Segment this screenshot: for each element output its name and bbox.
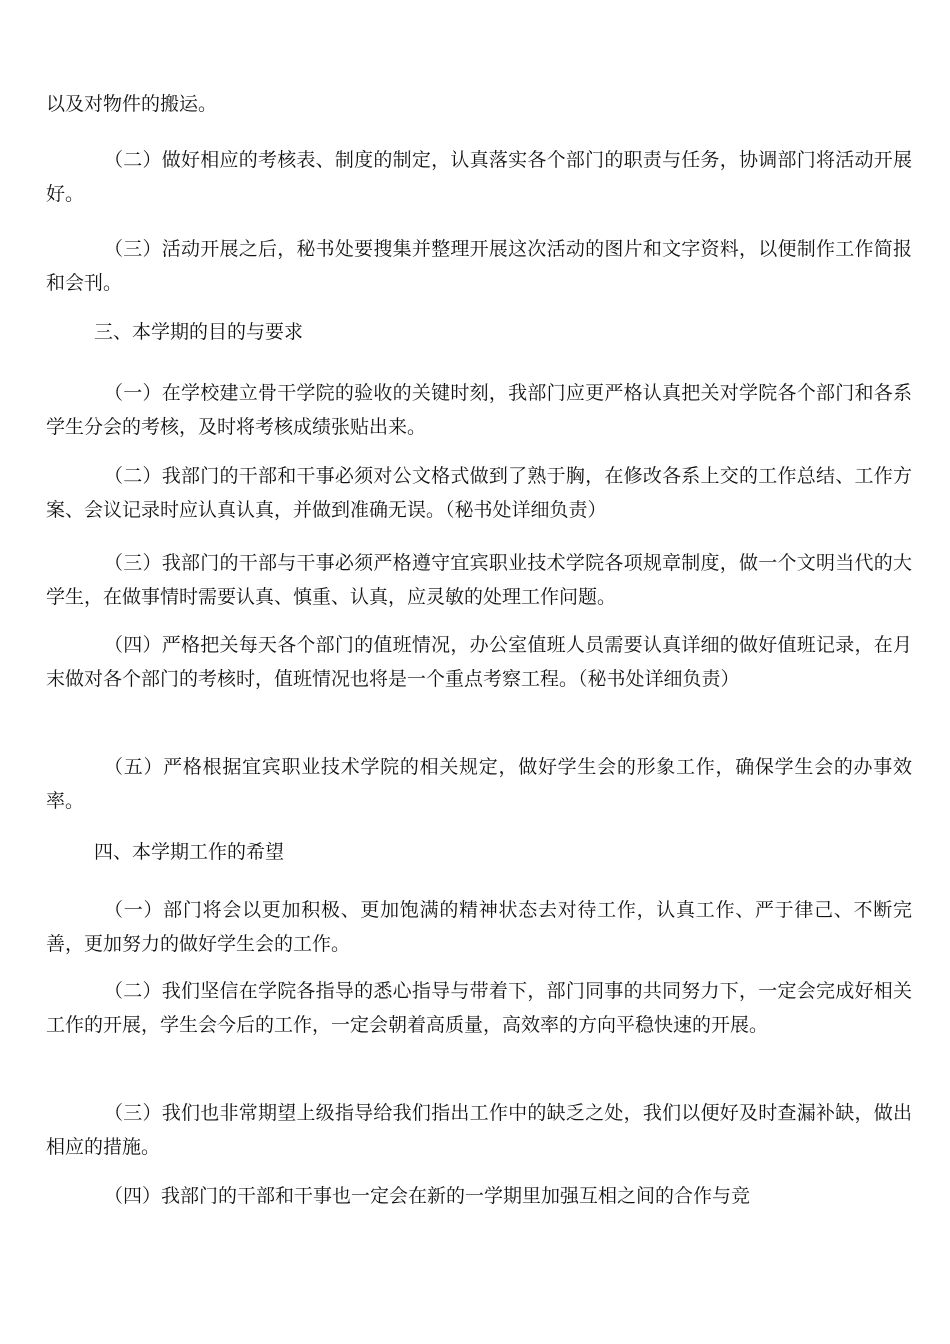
paragraph-requirement-5: （五）严格根据宜宾职业技术学院的相关规定，做好学生会的形象工作，确保学生会的办事效率。 <box>46 756 912 812</box>
paragraph-item-2: （二）做好相应的考核表、制度的制定，认真落实各个部门的职责与任务，协调部门将活动开展好。 <box>46 149 912 205</box>
paragraph-requirement-1: （一）在学校建立骨干学院的验收的关键时刻，我部门应更严格认真把关对学院各个部门和各系学生分会的考核，及时将考核成绩张贴出来。 <box>46 382 912 438</box>
section-heading-4: 四、本学期工作的希望 <box>94 841 285 863</box>
section-heading-3: 三、本学期的目的与要求 <box>94 321 304 343</box>
paragraph-requirement-3: （三）我部门的干部与干事必须严格遵守宜宾职业技术学院各项规章制度，做一个文明当代的大学生，在做事情时需要认真、慎重、认真，应灵敏的处理工作问题。 <box>46 552 912 608</box>
paragraph-continuation: 以及对物件的搬运。 <box>46 93 218 115</box>
paragraph-requirement-2: （二）我部门的干部和干事必须对公文格式做到了熟于胸，在修改各系上交的工作总结、工作方案、会议记录时应认真认真，并做到准确无误。（秘书处详细负责） <box>46 465 912 521</box>
paragraph-hope-2: （二）我们坚信在学院各指导的悉心指导与带着下，部门同事的共同努力下，一定会完成好相关工作的开展，学生会今后的工作，一定会朝着高质量，高效率的方向平稳快速的开展。 <box>46 980 912 1036</box>
paragraph-requirement-4: （四）严格把关每天各个部门的值班情况，办公室值班人员需要认真详细的做好值班记录，在月末做对各个部门的考核时，值班情况也将是一个重点考察工程。（秘书处详细负责） <box>46 634 912 690</box>
paragraph-hope-1: （一）部门将会以更加积极、更加饱满的精神状态去对待工作，认真工作、严于律己、不断完善，更加努力的做好学生会的工作。 <box>46 899 912 955</box>
paragraph-item-3: （三）活动开展之后，秘书处要搜集并整理开展这次活动的图片和文字资料，以便制作工作简报和会刊。 <box>46 238 912 294</box>
paragraph-hope-4: （四）我部门的干部和干事也一定会在新的一学期里加强互相之间的合作与竞 <box>104 1185 751 1207</box>
paragraph-hope-3: （三）我们也非常期望上级指导给我们指出工作中的缺乏之处，我们以便好及时查漏补缺，做出相应的措施。 <box>46 1102 912 1158</box>
